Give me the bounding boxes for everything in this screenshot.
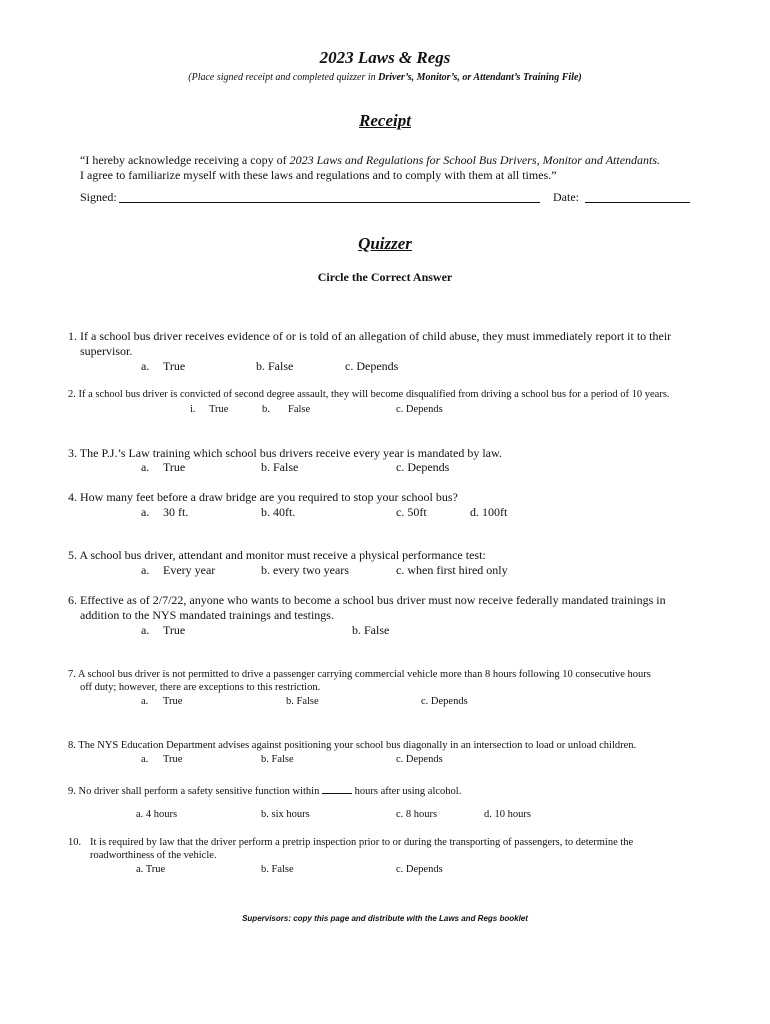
q7-option-c[interactable]: c. Depends bbox=[421, 696, 468, 707]
page-title: 2023 Laws & Regs bbox=[319, 48, 451, 67]
signed-label: Signed: bbox=[80, 190, 117, 204]
supervisor-note: Supervisors: copy this page and distribute with the Laws and Regs booklet bbox=[242, 914, 528, 923]
q8-option-c[interactable]: c. Depends bbox=[396, 754, 443, 765]
subtitle-text: (Place signed receipt and completed quizzer in bbox=[188, 72, 379, 83]
question-2-text: 2. If a school bus driver is convicted of second degree assault, they will become disqualified from driving a school bus for a period of 10 years. bbox=[68, 389, 670, 400]
q1-option-b[interactable]: b. False bbox=[256, 359, 294, 373]
q8-option-a-letter: a. bbox=[141, 754, 149, 765]
date-line[interactable] bbox=[585, 191, 690, 203]
q6-option-a[interactable]: True bbox=[163, 623, 186, 637]
q2-option-b-letter: b. bbox=[262, 404, 270, 415]
q4-option-c[interactable]: c. 50ft bbox=[396, 505, 427, 519]
question-6-text: 6. Effective as of 2/7/22, anyone who wants to become a school bus driver must now receive federally mandated trainings in bbox=[68, 593, 666, 607]
question-9-text-start: 9. No driver shall perform a safety sensitive function within bbox=[68, 786, 322, 797]
subtitle-bold-text: Driver’s, Monitor’s, or Attendant’s Training File) bbox=[378, 72, 582, 83]
page-subtitle bbox=[0, 72, 770, 83]
q5-option-a-letter: a. bbox=[141, 563, 150, 577]
receipt-line-2: I agree to familiarize myself with these laws and regulations and to comply with them at all times.” bbox=[80, 168, 557, 182]
question-4-text: 4. How many feet before a draw bridge are you required to stop your school bus? bbox=[68, 490, 458, 504]
q3-option-a[interactable]: True bbox=[163, 460, 186, 474]
date-label: Date: bbox=[553, 190, 579, 204]
q6-option-a-letter: a. bbox=[141, 623, 150, 637]
q9-option-b[interactable]: b. six hours bbox=[261, 809, 310, 820]
q9-option-d[interactable]: d. 10 hours bbox=[484, 809, 531, 820]
q2-option-a-letter: i. bbox=[190, 404, 196, 415]
q4-option-d[interactable]: d. 100ft bbox=[470, 505, 508, 519]
q4-option-b[interactable]: b. 40ft. bbox=[261, 505, 296, 519]
q2-option-a[interactable]: True bbox=[209, 404, 229, 415]
receipt-line-1-text: “I hereby acknowledge receiving a copy of bbox=[80, 153, 290, 167]
receipt-line-1 bbox=[80, 153, 660, 168]
question-7-text: 7. A school bus driver is not permitted to drive a passenger carrying commercial vehicle more than 8 hours following 10 consecutive hours bbox=[68, 669, 651, 680]
q6-option-b[interactable]: b. False bbox=[352, 623, 390, 637]
receipt-heading: Receipt bbox=[359, 111, 411, 130]
question-3-text: 3. The P.J.’s Law training which school bus drivers receive every year is mandated by law. bbox=[68, 446, 502, 460]
quizzer-heading: Quizzer bbox=[358, 234, 412, 253]
question-1-text-cont: supervisor. bbox=[80, 344, 133, 358]
q9-option-c[interactable]: c. 8 hours bbox=[396, 809, 438, 820]
q3-option-a-letter: a. bbox=[141, 460, 150, 474]
question-9-text bbox=[68, 782, 461, 797]
q8-option-b[interactable]: b. False bbox=[261, 754, 294, 765]
q1-option-a-letter: a. bbox=[141, 359, 150, 373]
q4-option-a-letter: a. bbox=[141, 505, 150, 519]
question-10-text-cont: roadworthiness of the vehicle. bbox=[90, 850, 217, 861]
q2-option-c[interactable]: c. Depends bbox=[396, 404, 443, 415]
q10-option-b[interactable]: b. False bbox=[261, 864, 294, 875]
q8-option-a[interactable]: True bbox=[163, 754, 183, 765]
q7-option-b[interactable]: b. False bbox=[286, 696, 319, 707]
q5-option-c[interactable]: c. when first hired only bbox=[396, 563, 508, 577]
signature-line[interactable] bbox=[119, 191, 540, 203]
q1-option-c[interactable]: c. Depends bbox=[345, 359, 399, 373]
q2-option-b[interactable]: False bbox=[288, 404, 311, 415]
q5-option-b[interactable]: b. every two years bbox=[261, 563, 349, 577]
q5-option-a[interactable]: Every year bbox=[163, 563, 216, 577]
quizzer-instruction: Circle the Correct Answer bbox=[317, 270, 453, 284]
question-8-text: 8. The NYS Education Department advises against positioning your school bus diagonally in an intersection to load or unload children. bbox=[68, 740, 637, 751]
question-9-text-end: hours after using alcohol. bbox=[351, 786, 462, 797]
q3-option-b[interactable]: b. False bbox=[261, 460, 299, 474]
q1-option-a[interactable]: True bbox=[163, 359, 186, 373]
q10-option-c[interactable]: c. Depends bbox=[396, 864, 443, 875]
q10-option-a[interactable]: a. True bbox=[136, 864, 166, 875]
question-5-text: 5. A school bus driver, attendant and monitor must receive a physical performance test: bbox=[68, 548, 486, 562]
question-1-text: 1. If a school bus driver receives evidence of or is told of an allegation of child abuse, they must immediately report it to their bbox=[68, 329, 672, 343]
q7-option-a[interactable]: True bbox=[163, 696, 183, 707]
question-10-text: It is required by law that the driver perform a pretrip inspection prior to or during the transporting of passengers, to determine the bbox=[90, 837, 634, 848]
q4-option-a[interactable]: 30 ft. bbox=[163, 505, 189, 519]
publication-title: 2023 Laws and Regulations for School Bus Drivers, Monitor and Attendants. bbox=[289, 153, 661, 167]
question-10-number: 10. bbox=[68, 837, 82, 848]
question-6-text-cont: addition to the NYS mandated trainings and testings. bbox=[80, 608, 334, 622]
q7-option-a-letter: a. bbox=[141, 696, 149, 707]
q9-option-a[interactable]: a. 4 hours bbox=[136, 809, 178, 820]
q3-option-c[interactable]: c. Depends bbox=[396, 460, 450, 474]
q9-answer-blank[interactable] bbox=[322, 782, 352, 794]
question-7-text-cont: off duty; however, there are exceptions to this restriction. bbox=[80, 682, 321, 693]
